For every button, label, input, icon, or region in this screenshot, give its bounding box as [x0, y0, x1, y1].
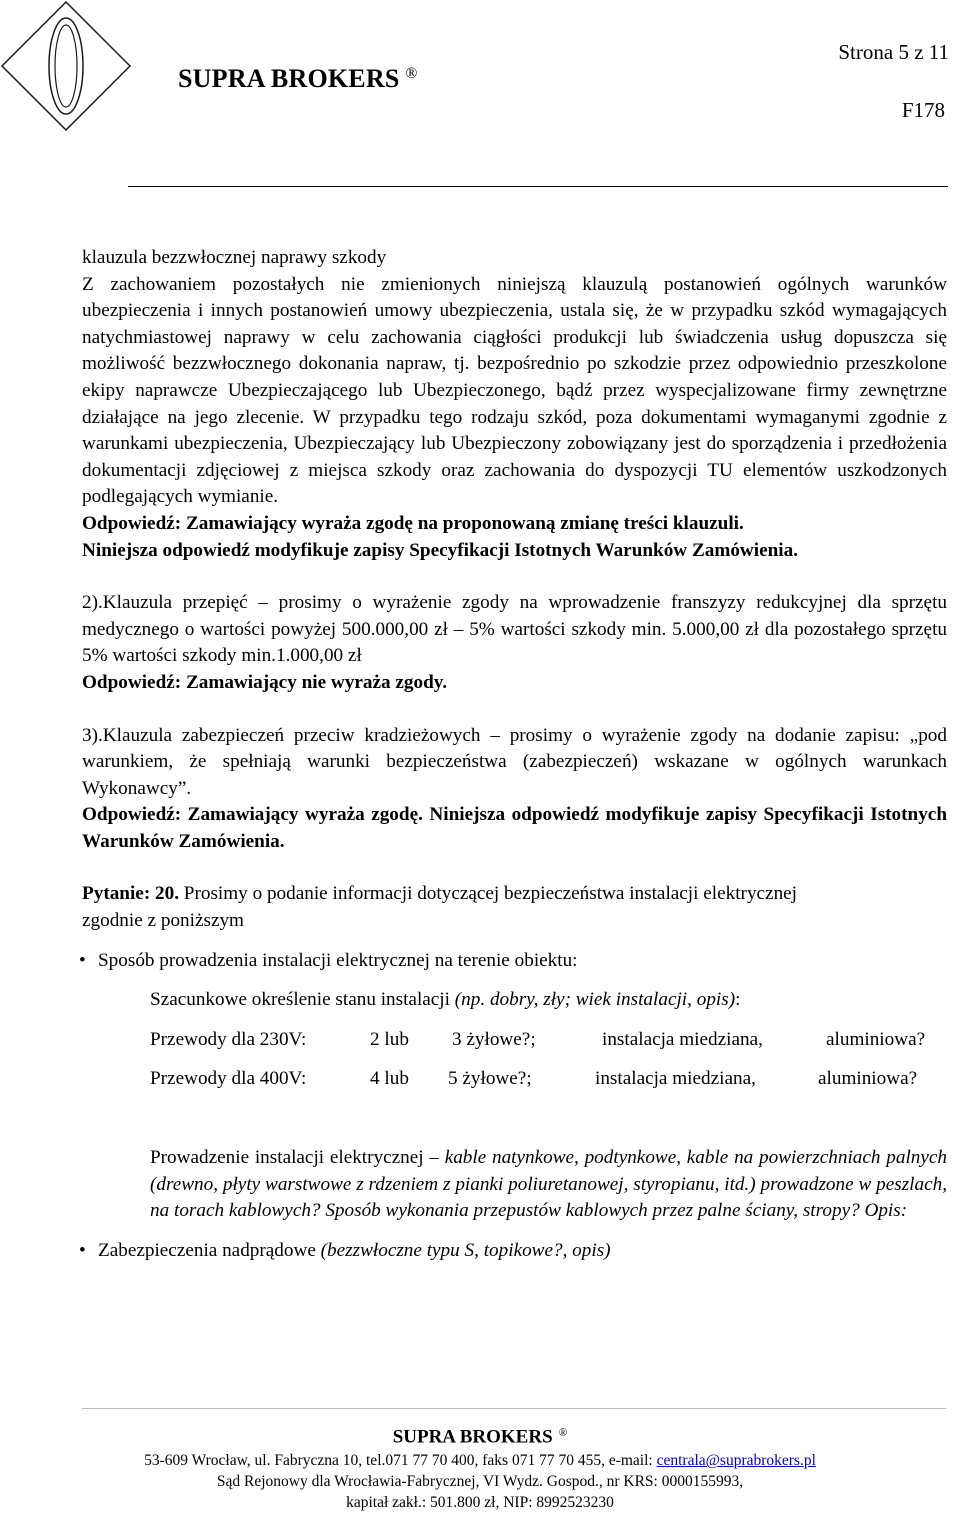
- answer2: Odpowiedź: Zamawiający nie wyraża zgody.: [82, 671, 448, 693]
- bullet-installation-method: • Sposób prowadzenia instalacji elektrycznej na terenie obiektu:: [82, 948, 947, 975]
- question20-label: Pytanie: 20.: [82, 883, 179, 905]
- wires-400-row: Przewody dla 400V: 4 lub 5 żyłowe?; instalacja miedziana, aluminiowa?: [150, 1068, 918, 1090]
- answer1-line2: Niniejsza odpowiedź modyfikuje zapisy Specyfikacji Istotnych Warunków Zamówienia.: [82, 539, 799, 561]
- clause1-title: klauzula bezzwłocznej naprawy szkody: [82, 247, 387, 268]
- answer3: Odpowiedź: Zamawiający wyraża zgodę. Niniejsza odpowiedź modyfikuje zapisy Specyfikacji Istotnych Warunków Zamówienia.: [82, 804, 947, 852]
- clause2-text: 2).Klauzula przepięć – prosimy o wyrażenie zgody na wprowadzenie franszyzy redukcyjnej dla sprzętu medycznego o wartości powyżej 500.000,00 zł – 5% wartości szkody min. 5.000,00 zł dla pozostałego sprzętu 5% wartości szkody min.1.000,00 zł: [82, 592, 947, 667]
- form-code: F178: [901, 98, 945, 122]
- footer-divider: [82, 1408, 946, 1409]
- question20-text: Prosimy o podanie informacji dotyczącej bezpieczeństwa instalacji elektrycznej zgodnie z poniższym: [82, 883, 798, 932]
- company-logo-icon: [0, 0, 165, 165]
- question20: [82, 881, 842, 934]
- footer-address: 53-609 Wrocław, ul. Fabryczna 10, tel.071 77 70 400, faks 071 77 70 455, e-mail: centrala@suprabrokers.pl: [144, 1452, 816, 1470]
- header-brand: SUPRA BROKERS ®: [178, 64, 418, 93]
- estimate-line: Szacunkowe określenie stanu instalacji (np. dobry, zły; wiek instalacji, opis):: [150, 989, 741, 1011]
- footer-capital: kapitał zakł.: 501.800 zł, NIP: 8992523230: [346, 1494, 614, 1512]
- footer: [0, 1420, 960, 1513]
- page-number: Strona 5 z 11: [838, 40, 949, 64]
- footer-brand: SUPRA BROKERS ®: [392, 1426, 568, 1448]
- bullet-overcurrent-protection: • Zabezpieczenia nadprądowe (bezzwłoczne typu S, topikowe?, opis): [82, 1238, 947, 1265]
- wires-230-row: Przewody dla 230V: 2 lub 3 żyłowe?; instalacja miedziana, aluminiowa?: [150, 1028, 926, 1050]
- registered-mark: ®: [405, 65, 418, 83]
- answer1-line1: Odpowiedź: Zamawiający wyraża zgodę na proponowaną zmianę treści klauzuli.: [82, 512, 744, 534]
- clause3-text: 3).Klauzula zabezpieczeń przeciw kradzieżowych – prosimy o wyrażenie zgody na dodanie zapisu: „pod warunkiem, że spełniają warunki bezpieczeństwa (zabezpieczeń) wskazane w ogólnych warunkach Wykonawcy”.: [82, 724, 947, 799]
- header-divider: [128, 186, 948, 187]
- clause1-text: Z zachowaniem pozostałych nie zmienionych niniejszą klauzulą postanowień ogólnych warunków ubezpieczenia i innych postanowień umowy ubezpieczenia, ustala się, że w przypadku szkód wymagających natychmiastowej naprawy w celu zachowania ciągłości produkcji lub świadczenia usług dopuszcza się możliwość bezzwłocznego dokonania napraw, tj. bezpośrednio po szkodzie przez odpowiednio przeszkolone ekipy naprawcze Ubezpieczającego lub Ubezpieczonego, bądź przez wyspecjalizowane firmy zewnętrzne działające na jego zlecenie. W przypadku tego rodzaju szkód, poza dokumentami wymaganymi zgodnie z warunkami ubezpieczenia, Ubezpieczający lub Ubezpieczony zobowiązany jest do sporządzenia i przedłożenia dokumentacji zdjęciowej z miejsca szkody oraz zachowania do dyspozycji TU elementów uszkodzonych podlegających wymianie.: [82, 273, 947, 508]
- routing-text: Prowadzenie instalacji elektrycznej – kable natynkowe, podtynkowe, kable na powierzchniach palnych (drewno, płyty warstwowe z rdzeniem z pianki poliuretanowej, styropianu, itd.) prowadzone w peszlach, na torach kablowych? Sposób wykonania przepustów kablowych przez palne ściany, stropy? Opis:: [150, 1147, 947, 1222]
- document-body: [82, 245, 947, 1264]
- footer-email-link[interactable]: centrala@suprabrokers.pl: [656, 1452, 816, 1470]
- footer-court: Sąd Rejonowy dla Wrocławia-Fabrycznej, VI Wydz. Gospod., nr KRS: 0000155993,: [216, 1473, 744, 1491]
